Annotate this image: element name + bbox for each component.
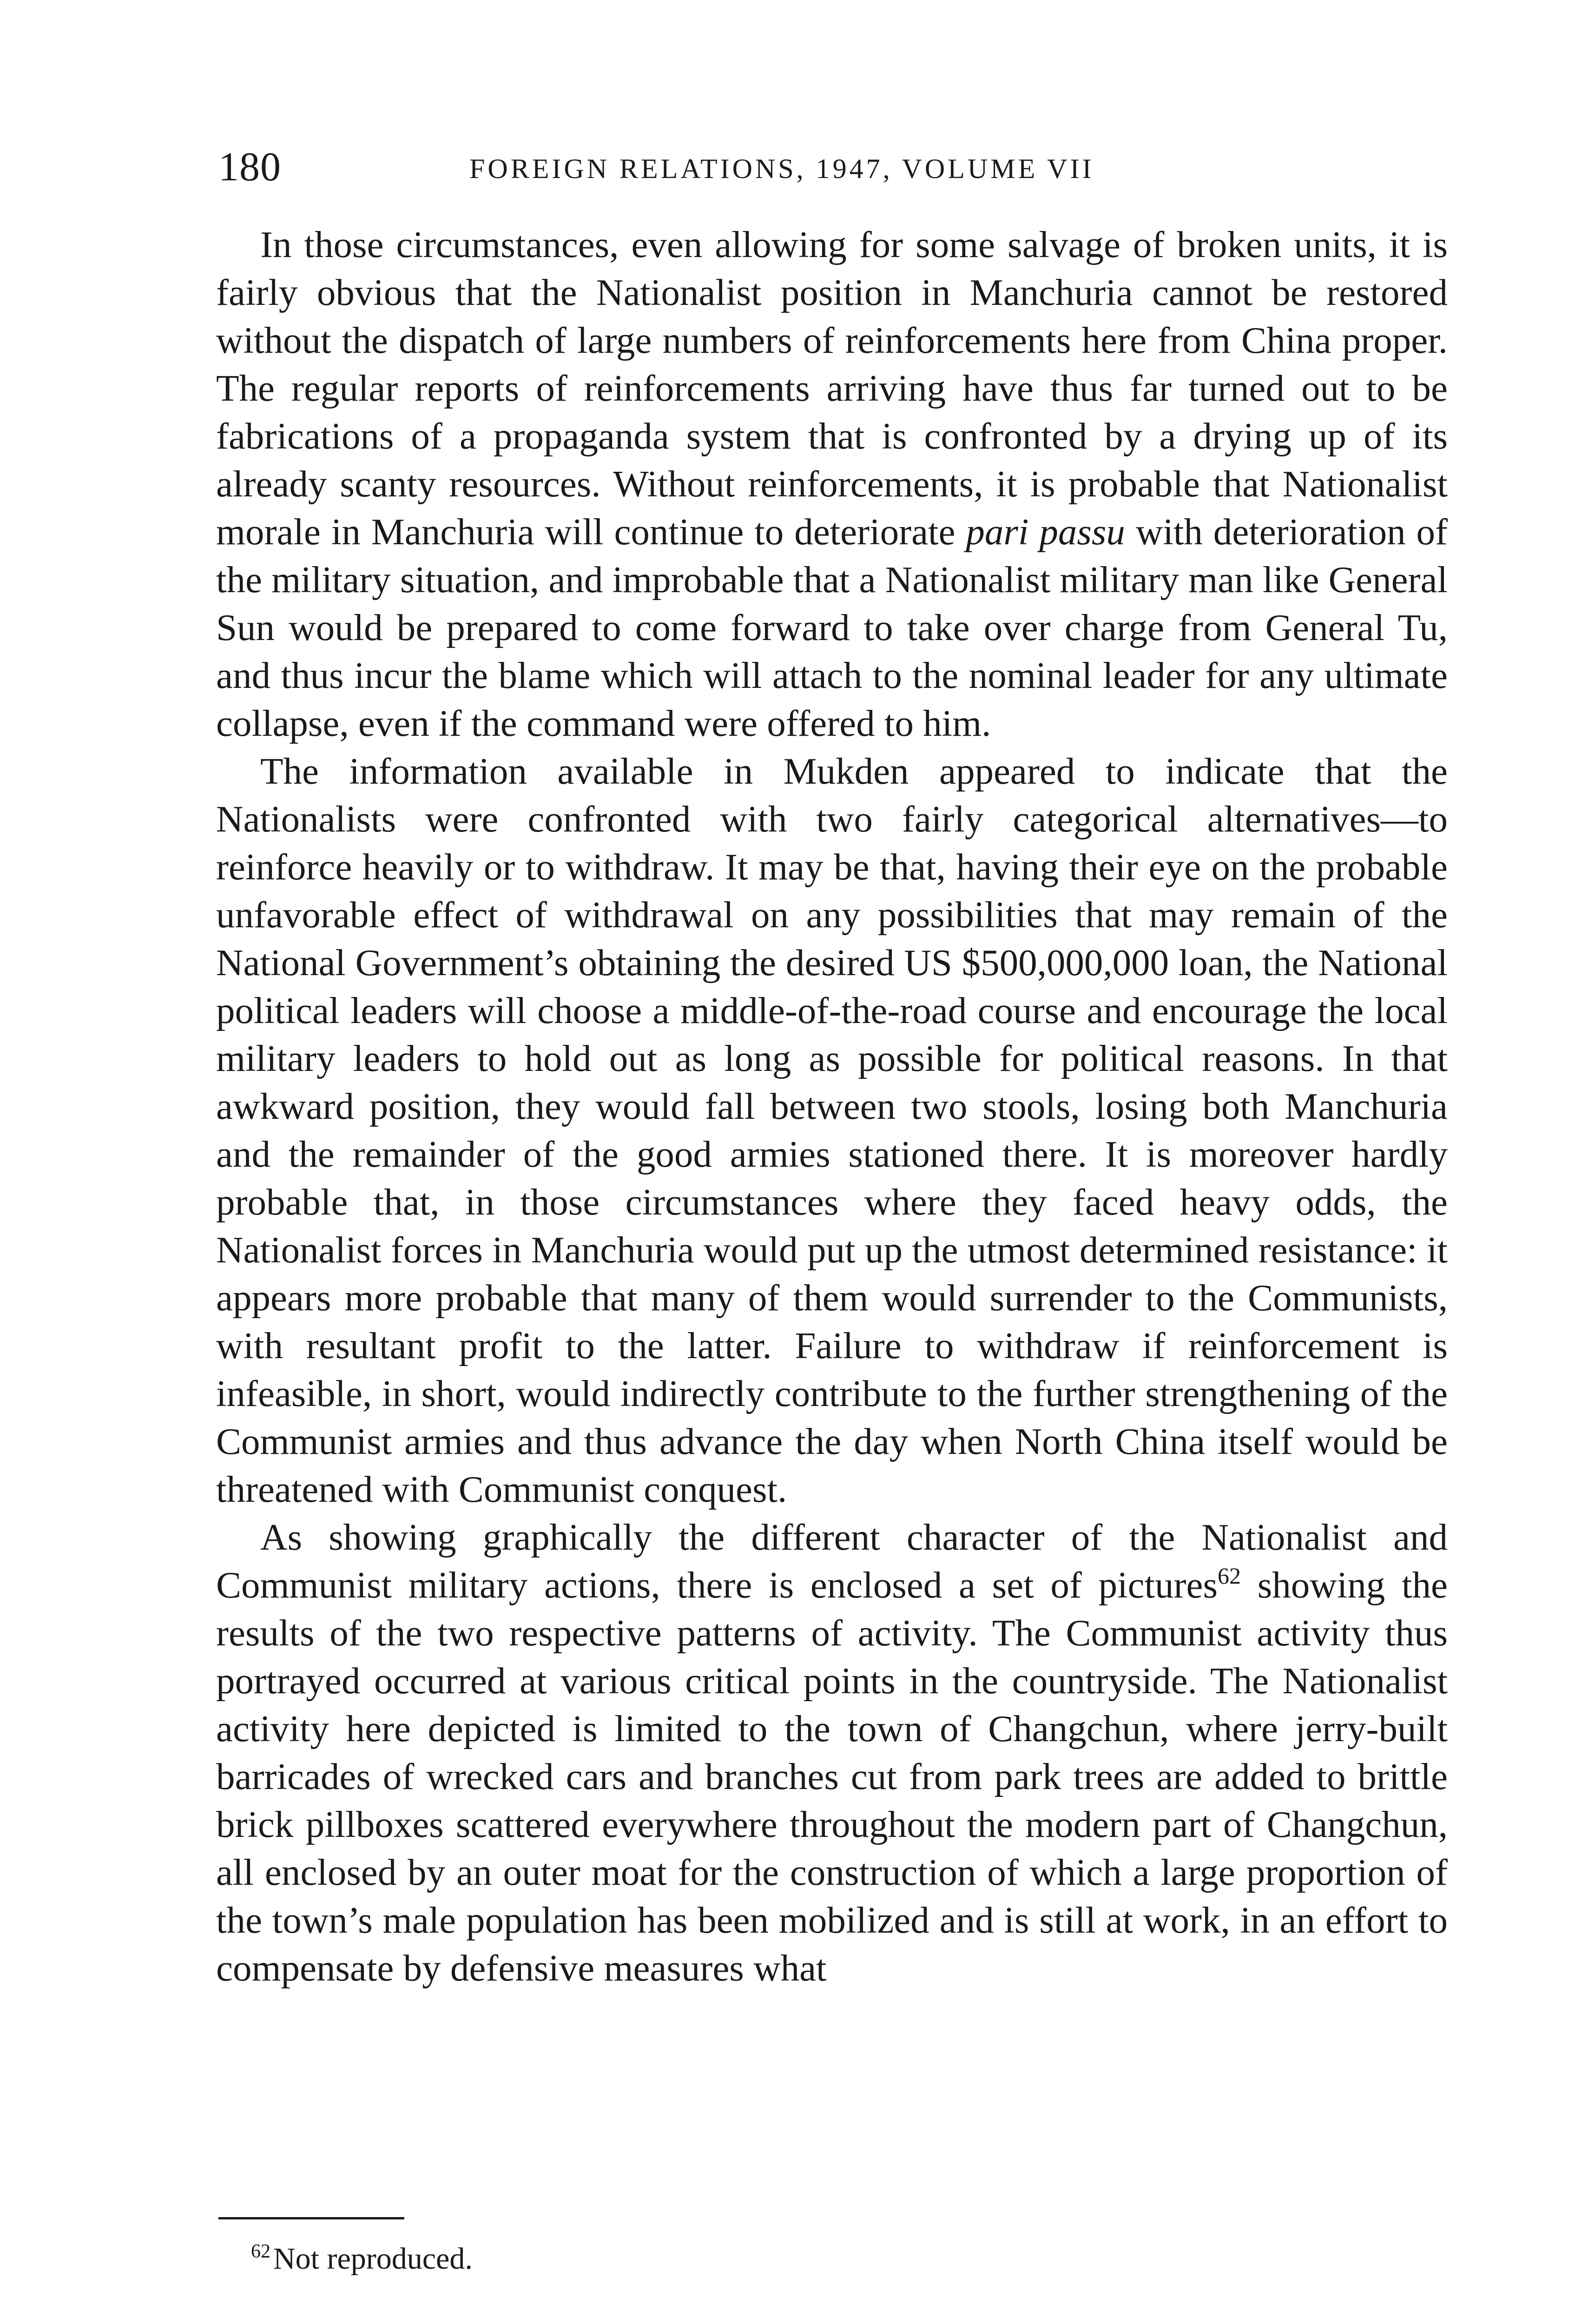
paragraph-1-text-a: In those circumstances, even allowing for some salvage of broken units, it is fairly obvious that the Nationalist position in Manchuria cannot be restored without the dispatch of large numbers of reinforcements here from China proper. The regular reports of reinforcements arriving have thus far turned out to be fabrications of a propaganda system that is confronted by a drying up of its already scanty resources. Without reinforcements, it is probable that Nationalist morale in Manchuria will continue to deteriorate [216,224,1448,553]
page-header [218,142,1455,193]
paragraph-2: The information available in Mukden appeared to indicate that the Nationalists were confronted with two fairly categorical alternatives—to reinforce heavily or to withdraw. It may be that, having their eye on the probable unfavorable effect of withdrawal on any possibilities that may remain of the National Government’s obtaining the desired US $500,000,000 loan, the National political leaders will choose a middle-of-the-road course and encourage the local military leaders to hold out as long as possible for political reasons. In that awkward position, they would fall between two stools, losing both Manchuria and the remainder of the good armies stationed there. It is moreover hardly probable that, in those circumstances where they faced heavy odds, the Nationalist forces in Manchuria would put up the utmost determined resistance: it appears more probable that many of them would surrender to the Communists, with resultant profit to the latter. Failure to withdraw if reinforcement is infeasible, in short, would indirectly contribute to the further strengthening of the Communist armies and thus advance the day when North China itself would be threatened with Communist conquest. [216,750,1448,1510]
paragraph-1-italic-phrase: pari passu [966,511,1125,553]
footnote-divider [218,2217,404,2219]
footnote-reference: 62 [1218,1563,1241,1589]
paragraph-3-text-b: showing the results of the two respective patterns of activity. The Communist activity thus portrayed occurred at various critical points in the countryside. The Nationalist activity here depicted is limited to the town of Changchun, where jerry-built barricades of wrecked cars and branches cut from park trees are added to brittle brick pillboxes scattered everywhere throughout the modern part of Changchun, all enclosed by an outer moat for the construction of which a large proportion of the town’s male population has been mobilized and is still at work, in an effort to compensate by defensive measures what [216,1564,1448,1989]
footnote [251,2238,473,2280]
footnote-mark: 62 [251,2241,270,2262]
paragraph-3-text-a: As showing graphically the different character of the Nationalist and Communist military actions, there is enclosed a set of pictures [216,1516,1448,1606]
paragraph-1 [216,221,1448,747]
footnote-text: Not reproduced. [273,2242,473,2276]
paragraph-1-text-b: with deterioration of the military situation, and improbable that a Nationalist military man like General Sun would be prepared to come forward to take over charge from General Tu, and thus incur the blame which will attach to the nominal leader for any ultimate collapse, even if the command were offered to him. [216,511,1448,744]
body-text [216,221,1448,1992]
running-head: FOREIGN RELATIONS, 1947, VOLUME VII [469,153,1094,184]
paragraph-3 [216,1513,1448,1992]
page-number: 180 [218,145,281,190]
